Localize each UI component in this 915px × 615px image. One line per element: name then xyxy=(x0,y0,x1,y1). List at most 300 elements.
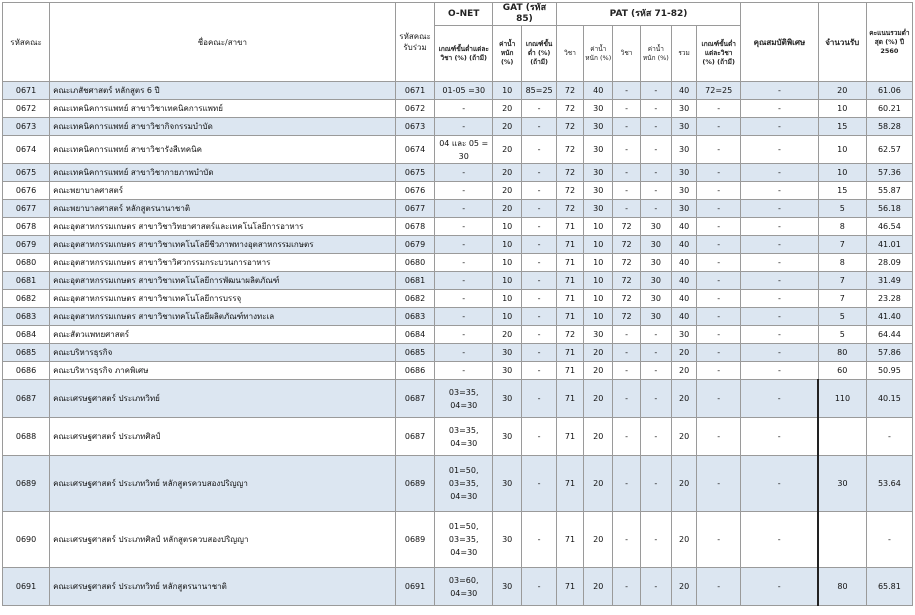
cell-gat-min: - xyxy=(522,200,557,218)
cell-pat-total: 40 xyxy=(672,218,697,236)
cell-code: 0686 xyxy=(3,362,50,380)
cell-pat-subject-1: 71 xyxy=(556,362,583,380)
cell-capacity xyxy=(818,512,866,568)
cell-pat-total: 40 xyxy=(672,236,697,254)
cell-onet: - xyxy=(435,344,493,362)
header-pat-subject-1: วิชา xyxy=(556,26,583,82)
header-gat-weight: ค่าน้ำหนัก (%) xyxy=(493,26,522,82)
cell-joint-code: 0678 xyxy=(395,218,435,236)
cell-gat-weight: 10 xyxy=(493,254,522,272)
cell-gat-min: - xyxy=(522,512,557,568)
cell-joint-code: 0687 xyxy=(395,380,435,418)
cell-joint-code: 0689 xyxy=(395,512,435,568)
cell-gat-min: - xyxy=(522,418,557,456)
cell-gat-min: - xyxy=(522,456,557,512)
cell-pat-min: - xyxy=(697,568,741,606)
table-row xyxy=(3,118,913,136)
cell-special: - xyxy=(741,136,818,164)
cell-pat-total: 20 xyxy=(672,380,697,418)
cell-onet: - xyxy=(435,218,493,236)
cell-capacity: 30 xyxy=(818,456,866,512)
cell-special: - xyxy=(741,200,818,218)
cell-joint-code: 0684 xyxy=(395,326,435,344)
cell-gat-min: - xyxy=(522,362,557,380)
cell-code: 0672 xyxy=(3,100,50,118)
cell-joint-code: 0680 xyxy=(395,254,435,272)
cell-pat-subject-1: 72 xyxy=(556,164,583,182)
cell-pat-subject-2: - xyxy=(613,326,640,344)
cell-capacity xyxy=(818,418,866,456)
header-joint-code: รหัสคณะรับร่วม xyxy=(395,3,435,82)
cell-pat-min: - xyxy=(697,164,741,182)
cell-pat-min: - xyxy=(697,456,741,512)
cell-joint-code: 0673 xyxy=(395,118,435,136)
cell-pat-subject-1: 72 xyxy=(556,118,583,136)
cell-min-score: 57.36 xyxy=(866,164,912,182)
cell-pat-total: 30 xyxy=(672,164,697,182)
cell-pat-min: - xyxy=(697,182,741,200)
cell-name: คณะเทคนิคการแพทย์ สาขาวิชารังสีเทคนิค xyxy=(50,136,396,164)
cell-pat-subject-2: - xyxy=(613,344,640,362)
cell-pat-weight-1: 30 xyxy=(584,136,613,164)
cell-special: - xyxy=(741,182,818,200)
cell-gat-min: - xyxy=(522,164,557,182)
cell-name: คณะเภสัชศาสตร์ หลักสูตร 6 ปี xyxy=(50,82,396,100)
cell-name: คณะเทคนิคการแพทย์ สาขาวิชากายภาพบำบัด xyxy=(50,164,396,182)
cell-pat-min: - xyxy=(697,418,741,456)
cell-name: คณะบริหารธุรกิจ ภาคพิเศษ xyxy=(50,362,396,380)
cell-gat-min: - xyxy=(522,290,557,308)
cell-pat-weight-2: - xyxy=(640,418,671,456)
cell-name: คณะอุตสาหกรรมเกษตร สาขาวิชาวิศวกรรมกระบวนการอาหาร xyxy=(50,254,396,272)
cell-pat-weight-1: 30 xyxy=(584,200,613,218)
cell-gat-weight: 20 xyxy=(493,164,522,182)
cell-pat-total: 20 xyxy=(672,456,697,512)
cell-onet: - xyxy=(435,308,493,326)
cell-capacity: 110 xyxy=(818,380,866,418)
cell-onet: - xyxy=(435,200,493,218)
cell-code: 0691 xyxy=(3,568,50,606)
cell-pat-min: - xyxy=(697,344,741,362)
table-row xyxy=(3,290,913,308)
cell-code: 0685 xyxy=(3,344,50,362)
table-row xyxy=(3,218,913,236)
table-row xyxy=(3,512,913,568)
cell-code: 0687 xyxy=(3,380,50,418)
cell-gat-min: - xyxy=(522,218,557,236)
admission-table xyxy=(2,2,913,606)
cell-capacity: 10 xyxy=(818,100,866,118)
cell-special: - xyxy=(741,308,818,326)
cell-pat-subject-1: 72 xyxy=(556,136,583,164)
cell-onet: - xyxy=(435,326,493,344)
cell-gat-weight: 10 xyxy=(493,82,522,100)
cell-min-score: 41.01 xyxy=(866,236,912,254)
cell-min-score: 58.28 xyxy=(866,118,912,136)
table-row xyxy=(3,82,913,100)
cell-code: 0677 xyxy=(3,200,50,218)
cell-pat-weight-1: 20 xyxy=(584,418,613,456)
cell-name: คณะบริหารธุรกิจ xyxy=(50,344,396,362)
cell-pat-subject-2: 72 xyxy=(613,308,640,326)
cell-min-score: 53.64 xyxy=(866,456,912,512)
cell-gat-weight: 30 xyxy=(493,344,522,362)
cell-pat-min: - xyxy=(697,380,741,418)
table-row xyxy=(3,456,913,512)
cell-pat-min: - xyxy=(697,254,741,272)
cell-onet: 01=50, 03=35, 04=30 xyxy=(435,456,493,512)
cell-pat-subject-1: 72 xyxy=(556,200,583,218)
cell-special: - xyxy=(741,344,818,362)
cell-pat-subject-2: 72 xyxy=(613,236,640,254)
cell-pat-min: - xyxy=(697,100,741,118)
cell-min-score: 46.54 xyxy=(866,218,912,236)
cell-pat-min: - xyxy=(697,200,741,218)
table-row xyxy=(3,344,913,362)
table-body xyxy=(3,82,913,606)
cell-pat-total: 40 xyxy=(672,290,697,308)
cell-pat-total: 30 xyxy=(672,200,697,218)
cell-joint-code: 0672 xyxy=(395,100,435,118)
cell-pat-subject-1: 71 xyxy=(556,380,583,418)
header-onet-min: เกณฑ์ขั้นต่ำแต่ละวิชา (%) (ถ้ามี) xyxy=(435,26,493,82)
cell-joint-code: 0691 xyxy=(395,568,435,606)
cell-name: คณะเศรษฐศาสตร์ ประเภทศิลป์ xyxy=(50,418,396,456)
cell-special: - xyxy=(741,290,818,308)
cell-gat-weight: 30 xyxy=(493,380,522,418)
cell-pat-min: - xyxy=(697,118,741,136)
cell-onet: 01=50, 03=35, 04=30 xyxy=(435,512,493,568)
cell-pat-weight-1: 10 xyxy=(584,254,613,272)
cell-pat-min: 72=25 xyxy=(697,82,741,100)
cell-min-score: 31.49 xyxy=(866,272,912,290)
cell-capacity: 5 xyxy=(818,326,866,344)
cell-pat-weight-1: 10 xyxy=(584,272,613,290)
cell-pat-weight-2: - xyxy=(640,182,671,200)
cell-pat-weight-2: 30 xyxy=(640,218,671,236)
cell-pat-weight-1: 20 xyxy=(584,344,613,362)
header-gat-min: เกณฑ์ขั้นต่ำ (%) (ถ้ามี) xyxy=(522,26,557,82)
cell-pat-subject-2: 72 xyxy=(613,272,640,290)
cell-name: คณะเทคนิคการแพทย์ สาขาวิชาเทคนิคการแพทย์ xyxy=(50,100,396,118)
cell-special: - xyxy=(741,380,818,418)
cell-pat-subject-1: 71 xyxy=(556,456,583,512)
cell-pat-weight-1: 30 xyxy=(584,182,613,200)
cell-gat-min: 85=25 xyxy=(522,82,557,100)
cell-gat-min: - xyxy=(522,236,557,254)
cell-pat-weight-1: 10 xyxy=(584,308,613,326)
cell-pat-min: - xyxy=(697,236,741,254)
cell-pat-weight-2: - xyxy=(640,456,671,512)
cell-code: 0675 xyxy=(3,164,50,182)
cell-gat-min: - xyxy=(522,308,557,326)
cell-pat-weight-2: 30 xyxy=(640,272,671,290)
cell-name: คณะสัตวแพทยศาสตร์ xyxy=(50,326,396,344)
cell-gat-weight: 30 xyxy=(493,568,522,606)
cell-pat-weight-1: 20 xyxy=(584,512,613,568)
cell-pat-min: - xyxy=(697,362,741,380)
cell-code: 0688 xyxy=(3,418,50,456)
cell-pat-weight-1: 10 xyxy=(584,218,613,236)
cell-onet: 01-05 =30 xyxy=(435,82,493,100)
cell-min-score: 55.87 xyxy=(866,182,912,200)
cell-capacity: 60 xyxy=(818,362,866,380)
cell-pat-weight-2: - xyxy=(640,362,671,380)
cell-pat-weight-2: - xyxy=(640,326,671,344)
cell-gat-min: - xyxy=(522,380,557,418)
table-row xyxy=(3,362,913,380)
cell-min-score: 41.40 xyxy=(866,308,912,326)
cell-onet: - xyxy=(435,290,493,308)
cell-pat-subject-2: - xyxy=(613,200,640,218)
cell-joint-code: 0671 xyxy=(395,82,435,100)
cell-special: - xyxy=(741,456,818,512)
cell-pat-subject-2: - xyxy=(613,100,640,118)
cell-code: 0679 xyxy=(3,236,50,254)
header-special: คุณสมบัติพิเศษ xyxy=(741,3,818,82)
cell-special: - xyxy=(741,254,818,272)
cell-pat-subject-1: 71 xyxy=(556,418,583,456)
cell-capacity: 80 xyxy=(818,344,866,362)
cell-pat-subject-2: - xyxy=(613,418,640,456)
cell-pat-min: - xyxy=(697,290,741,308)
cell-pat-total: 20 xyxy=(672,418,697,456)
cell-pat-subject-1: 71 xyxy=(556,512,583,568)
cell-onet: 03=60, 04=30 xyxy=(435,568,493,606)
cell-capacity: 8 xyxy=(818,218,866,236)
table-row xyxy=(3,418,913,456)
cell-gat-weight: 10 xyxy=(493,290,522,308)
cell-name: คณะเทคนิคการแพทย์ สาขาวิชากิจกรรมบำบัด xyxy=(50,118,396,136)
cell-pat-subject-2: 72 xyxy=(613,254,640,272)
cell-special: - xyxy=(741,118,818,136)
cell-capacity: 7 xyxy=(818,290,866,308)
cell-pat-weight-1: 30 xyxy=(584,118,613,136)
cell-code: 0689 xyxy=(3,456,50,512)
cell-pat-total: 30 xyxy=(672,100,697,118)
cell-gat-weight: 10 xyxy=(493,236,522,254)
cell-capacity: 7 xyxy=(818,272,866,290)
cell-pat-weight-1: 20 xyxy=(584,380,613,418)
cell-pat-min: - xyxy=(697,326,741,344)
cell-capacity: 15 xyxy=(818,182,866,200)
cell-pat-weight-1: 30 xyxy=(584,100,613,118)
cell-gat-min: - xyxy=(522,118,557,136)
cell-gat-weight: 20 xyxy=(493,182,522,200)
cell-code: 0690 xyxy=(3,512,50,568)
cell-joint-code: 0679 xyxy=(395,236,435,254)
cell-pat-total: 40 xyxy=(672,254,697,272)
cell-onet: - xyxy=(435,164,493,182)
cell-min-score: 40.15 xyxy=(866,380,912,418)
cell-pat-subject-1: 71 xyxy=(556,254,583,272)
table-row xyxy=(3,182,913,200)
cell-joint-code: 0675 xyxy=(395,164,435,182)
cell-min-score: 61.06 xyxy=(866,82,912,100)
cell-name: คณะพยาบาลศาสตร์ หลักสูตรนานาชาติ xyxy=(50,200,396,218)
cell-pat-min: - xyxy=(697,272,741,290)
cell-gat-weight: 10 xyxy=(493,308,522,326)
cell-pat-weight-1: 20 xyxy=(584,362,613,380)
cell-min-score: - xyxy=(866,512,912,568)
table-row xyxy=(3,254,913,272)
cell-onet: 03=35, 04=30 xyxy=(435,418,493,456)
cell-min-score: 62.57 xyxy=(866,136,912,164)
cell-pat-subject-1: 71 xyxy=(556,272,583,290)
table-row xyxy=(3,164,913,182)
cell-pat-weight-2: 30 xyxy=(640,236,671,254)
cell-code: 0676 xyxy=(3,182,50,200)
cell-pat-weight-1: 20 xyxy=(584,568,613,606)
cell-name: คณะอุตสาหกรรมเกษตร สาขาวิชาเทคโนโลยีการพัฒนาผลิตภัณฑ์ xyxy=(50,272,396,290)
cell-gat-min: - xyxy=(522,568,557,606)
cell-onet: 04 และ 05 = 30 xyxy=(435,136,493,164)
cell-pat-subject-2: 72 xyxy=(613,218,640,236)
cell-pat-subject-2: - xyxy=(613,82,640,100)
cell-joint-code: 0676 xyxy=(395,182,435,200)
cell-pat-weight-2: - xyxy=(640,100,671,118)
cell-code: 0682 xyxy=(3,290,50,308)
cell-pat-subject-1: 72 xyxy=(556,326,583,344)
cell-gat-weight: 30 xyxy=(493,418,522,456)
cell-pat-weight-2: 30 xyxy=(640,290,671,308)
cell-joint-code: 0677 xyxy=(395,200,435,218)
cell-special: - xyxy=(741,568,818,606)
cell-pat-weight-2: - xyxy=(640,512,671,568)
cell-gat-min: - xyxy=(522,100,557,118)
cell-pat-weight-1: 10 xyxy=(584,290,613,308)
table-row xyxy=(3,568,913,606)
cell-gat-weight: 20 xyxy=(493,100,522,118)
cell-pat-total: 30 xyxy=(672,118,697,136)
cell-name: คณะเศรษฐศาสตร์ ประเภทวิทย์ หลักสูตรนานาชาติ xyxy=(50,568,396,606)
cell-pat-total: 40 xyxy=(672,308,697,326)
header-gat: GAT (รหัส 85) xyxy=(493,3,557,26)
cell-pat-subject-2: - xyxy=(613,136,640,164)
cell-pat-weight-2: - xyxy=(640,344,671,362)
cell-code: 0683 xyxy=(3,308,50,326)
cell-pat-weight-1: 30 xyxy=(584,164,613,182)
cell-pat-subject-2: - xyxy=(613,182,640,200)
cell-gat-weight: 20 xyxy=(493,200,522,218)
cell-name: คณะเศรษฐศาสตร์ ประเภทวิทย์ xyxy=(50,380,396,418)
cell-pat-subject-2: - xyxy=(613,380,640,418)
cell-pat-weight-2: 30 xyxy=(640,308,671,326)
cell-special: - xyxy=(741,82,818,100)
cell-pat-weight-2: - xyxy=(640,164,671,182)
cell-min-score: - xyxy=(866,418,912,456)
cell-pat-subject-2: - xyxy=(613,164,640,182)
cell-code: 0674 xyxy=(3,136,50,164)
cell-pat-subject-2: - xyxy=(613,456,640,512)
cell-gat-weight: 10 xyxy=(493,272,522,290)
cell-capacity: 15 xyxy=(818,118,866,136)
cell-pat-total: 30 xyxy=(672,182,697,200)
cell-pat-subject-2: 72 xyxy=(613,290,640,308)
cell-pat-total: 40 xyxy=(672,272,697,290)
header-min-score: คะแนนรวมต่ำสุด (%) ปี 2560 xyxy=(866,3,912,82)
cell-min-score: 50.95 xyxy=(866,362,912,380)
table-row xyxy=(3,236,913,254)
cell-joint-code: 0689 xyxy=(395,456,435,512)
cell-pat-subject-1: 72 xyxy=(556,100,583,118)
cell-pat-weight-2: - xyxy=(640,380,671,418)
cell-pat-subject-1: 72 xyxy=(556,82,583,100)
cell-special: - xyxy=(741,100,818,118)
cell-code: 0681 xyxy=(3,272,50,290)
cell-pat-subject-1: 71 xyxy=(556,290,583,308)
cell-pat-weight-1: 30 xyxy=(584,326,613,344)
cell-pat-subject-1: 71 xyxy=(556,568,583,606)
table-row xyxy=(3,136,913,164)
cell-gat-weight: 20 xyxy=(493,118,522,136)
header-code: รหัสคณะ xyxy=(3,3,50,82)
cell-special: - xyxy=(741,362,818,380)
cell-pat-weight-1: 10 xyxy=(584,236,613,254)
cell-min-score: 23.28 xyxy=(866,290,912,308)
cell-capacity: 5 xyxy=(818,200,866,218)
cell-pat-total: 20 xyxy=(672,344,697,362)
cell-capacity: 8 xyxy=(818,254,866,272)
cell-pat-subject-2: - xyxy=(613,512,640,568)
cell-gat-weight: 30 xyxy=(493,456,522,512)
cell-onet: 03=35, 04=30 xyxy=(435,380,493,418)
cell-min-score: 60.21 xyxy=(866,100,912,118)
cell-onet: - xyxy=(435,182,493,200)
cell-capacity: 20 xyxy=(818,82,866,100)
cell-gat-weight: 30 xyxy=(493,362,522,380)
table-row xyxy=(3,200,913,218)
cell-pat-weight-2: - xyxy=(640,200,671,218)
header-onet: O-NET xyxy=(435,3,493,26)
cell-pat-weight-2: - xyxy=(640,118,671,136)
cell-pat-subject-2: - xyxy=(613,568,640,606)
cell-onet: - xyxy=(435,118,493,136)
cell-gat-weight: 20 xyxy=(493,326,522,344)
cell-min-score: 64.44 xyxy=(866,326,912,344)
cell-pat-weight-2: 30 xyxy=(640,254,671,272)
cell-onet: - xyxy=(435,100,493,118)
cell-onet: - xyxy=(435,236,493,254)
cell-joint-code: 0687 xyxy=(395,418,435,456)
cell-pat-subject-2: - xyxy=(613,362,640,380)
cell-capacity: 80 xyxy=(818,568,866,606)
cell-joint-code: 0683 xyxy=(395,308,435,326)
cell-name: คณะเศรษฐศาสตร์ ประเภทวิทย์ หลักสูตรควบสองปริญญา xyxy=(50,456,396,512)
cell-pat-subject-1: 71 xyxy=(556,308,583,326)
cell-code: 0678 xyxy=(3,218,50,236)
cell-name: คณะอุตสาหกรรมเกษตร สาขาวิชาวิทยาศาสตร์และเทคโนโลยีการอาหาร xyxy=(50,218,396,236)
cell-name: คณะอุตสาหกรรมเกษตร สาขาวิชาเทคโนโลยีผลิตภัณฑ์ทางทะเล xyxy=(50,308,396,326)
cell-special: - xyxy=(741,326,818,344)
cell-joint-code: 0681 xyxy=(395,272,435,290)
header-pat-total: รวม xyxy=(672,26,697,82)
cell-pat-total: 40 xyxy=(672,82,697,100)
header-capacity: จำนวนรับ xyxy=(818,3,866,82)
cell-gat-weight: 20 xyxy=(493,136,522,164)
cell-onet: - xyxy=(435,362,493,380)
cell-capacity: 10 xyxy=(818,136,866,164)
cell-code: 0680 xyxy=(3,254,50,272)
cell-name: คณะเศรษฐศาสตร์ ประเภทศิลป์ หลักสูตรควบสองปริญญา xyxy=(50,512,396,568)
header-pat-min: เกณฑ์ขั้นต่ำแต่ละวิชา (%) (ถ้ามี) xyxy=(697,26,741,82)
cell-min-score: 65.81 xyxy=(866,568,912,606)
cell-pat-total: 30 xyxy=(672,136,697,164)
cell-pat-min: - xyxy=(697,308,741,326)
cell-joint-code: 0686 xyxy=(395,362,435,380)
cell-min-score: 56.18 xyxy=(866,200,912,218)
cell-gat-min: - xyxy=(522,182,557,200)
